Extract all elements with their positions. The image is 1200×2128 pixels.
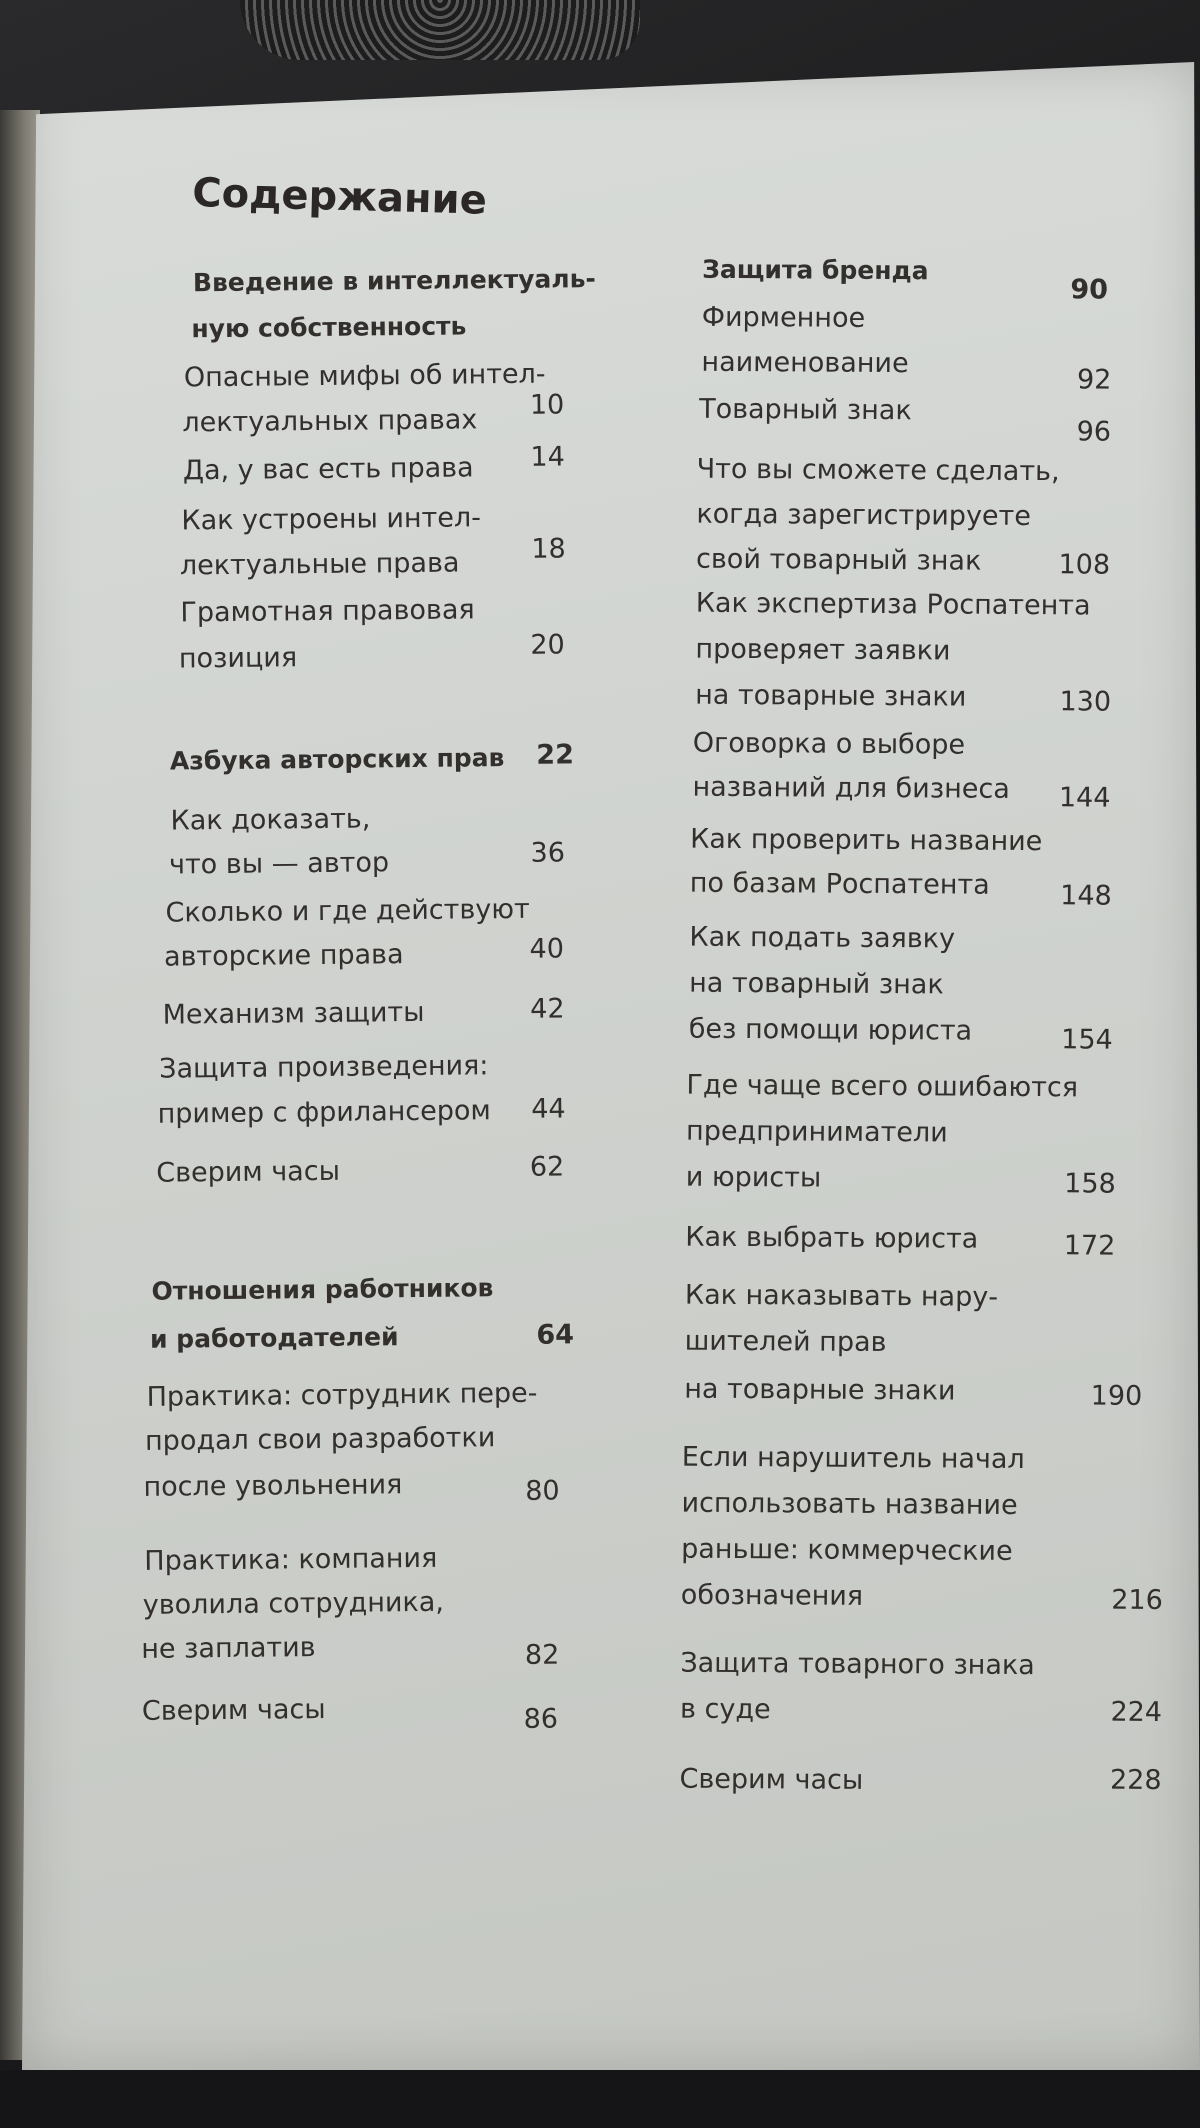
toc-entry-text: в суде (679, 1693, 771, 1726)
toc-entry-text: Защита товарного знака (680, 1647, 1035, 1682)
toc-entry-text: раньше: коммерческие (681, 1533, 1013, 1567)
section-page-number: 90 (1070, 274, 1109, 306)
entry-page-number: 216 (1111, 1584, 1163, 1616)
section-heading: Отношения работников (151, 1273, 494, 1306)
page-title: Содержание (191, 170, 488, 224)
entry-page-number: 82 (524, 1639, 560, 1671)
toc-entry-text: Как экспертиза Роспатента (695, 587, 1091, 622)
section-heading: Защита бренда (702, 254, 929, 286)
entry-page-number: 36 (530, 837, 566, 869)
entry-page-number: 20 (530, 629, 565, 661)
toc-entry-text: Да, у вас есть права (182, 452, 474, 487)
entry-page-number: 62 (529, 1151, 565, 1183)
entry-page-number: 172 (1063, 1230, 1116, 1262)
section-page-number: 64 (536, 1319, 575, 1351)
section-heading: и работодателей (149, 1322, 399, 1354)
entry-page-number: 228 (1109, 1764, 1162, 1796)
entry-page-number: 10 (529, 389, 565, 421)
toc-entry-text: на товарный знак (689, 967, 944, 1001)
toc-entry-text: Опасные мифы об интел- (183, 358, 546, 394)
toc-entry-text: что вы — автор (168, 847, 390, 881)
entry-page-number: 96 (1076, 416, 1112, 448)
toc-entry-text: Защита произведения: (159, 1050, 489, 1085)
toc-entry-text: лектуальные права (179, 547, 460, 582)
toc-entry-text: Практика: компания (144, 1542, 438, 1577)
toc-entry-text: и юристы (685, 1161, 822, 1194)
toc-entry-text: Грамотная правовая (180, 594, 475, 629)
toc-entry-text: Сверим часы (156, 1155, 341, 1189)
section-page-number: 22 (536, 739, 575, 771)
entry-page-number: 14 (530, 441, 565, 473)
toc-entry-text: предприниматели (685, 1115, 948, 1149)
toc-entry-text: Как подать заявку (689, 921, 956, 955)
toc-entry-text: по базам Роспатента (689, 867, 990, 901)
entry-page-number: 130 (1059, 686, 1112, 718)
toc-entry-text: лектуальных правах (182, 404, 478, 439)
toc-entry-text: Оговорка о выборе (692, 727, 966, 761)
toc-entry-text: Как устроены интел- (181, 502, 482, 537)
entry-page-number: 80 (525, 1475, 560, 1507)
entry-page-number: 18 (531, 533, 566, 565)
section-heading: ную собственность (191, 311, 467, 344)
toc-entry-text: Товарный знак (699, 393, 912, 427)
object-at-top (240, 0, 640, 60)
toc-entry-text: не заплатив (141, 1632, 316, 1665)
toc-entry-text: Как наказывать нару- (684, 1279, 999, 1313)
toc-entry-text: обозначения (680, 1579, 864, 1612)
entry-page-number: 224 (1110, 1696, 1163, 1728)
toc-entry-text: названий для бизнеса (692, 771, 1010, 805)
entry-page-number: 40 (529, 933, 565, 965)
toc-entry-text: продал свои разработки (144, 1422, 496, 1457)
toc-entry-text: Сколько и где действуют (165, 893, 530, 929)
toc-entry-text: шителей прав (684, 1325, 887, 1359)
toc-entry-text: авторские права (163, 939, 404, 973)
entry-page-number: 158 (1064, 1168, 1116, 1200)
toc-entry-text: когда зарегистрируете (696, 498, 1032, 533)
toc-entry-text: проверяет заявки (695, 633, 951, 667)
toc-entry-text: Сверим часы (141, 1693, 326, 1727)
toc-entry-text: наименование (701, 346, 909, 380)
bottom-shadow (0, 2070, 1200, 2128)
entry-page-number: 92 (1076, 364, 1112, 396)
toc-entry-text: пример с фрилансером (157, 1095, 491, 1130)
section-heading: Введение в интеллектуаль- (192, 264, 596, 298)
toc-entry-text: Если нарушитель начал (681, 1441, 1025, 1476)
entry-page-number: 190 (1090, 1380, 1143, 1412)
entry-page-number: 108 (1058, 549, 1111, 581)
toc-entry-text: на товарные знаки (695, 679, 967, 713)
toc-entry-text: Что вы сможете сделать, (696, 453, 1060, 488)
entry-page-number: 154 (1061, 1024, 1113, 1056)
toc-entry-text: Как выбрать юриста (685, 1221, 979, 1255)
toc-entry-text: после увольнения (143, 1469, 403, 1503)
toc-entry-text: Механизм защиты (162, 996, 425, 1031)
entry-page-number: 44 (531, 1093, 566, 1125)
section-heading: Азбука авторских прав (169, 743, 505, 776)
toc-entry-text: без помощи юриста (688, 1013, 973, 1047)
toc-entry-text: использовать название (681, 1487, 1018, 1521)
toc-entry-text: Как доказать, (170, 803, 371, 837)
toc-entry-text: свой товарный знак (695, 543, 982, 577)
entry-page-number: 144 (1058, 782, 1111, 814)
entry-page-number: 42 (530, 993, 565, 1025)
toc-entry-text: уволила сотрудника, (142, 1586, 445, 1621)
toc-entry-text: на товарные знаки (684, 1373, 956, 1407)
toc-entry-text: позиция (178, 642, 298, 675)
entry-page-number: 148 (1060, 880, 1112, 912)
toc-entry-text: Где чаще всего ошибаются (686, 1069, 1079, 1104)
toc-entry-text: Сверим часы (679, 1763, 864, 1796)
toc-entry-text: Фирменное (701, 301, 866, 334)
entry-page-number: 86 (523, 1703, 559, 1735)
toc-entry-text: Практика: сотрудник пере- (146, 1377, 538, 1413)
toc-entry-text: Как проверить название (690, 823, 1043, 858)
